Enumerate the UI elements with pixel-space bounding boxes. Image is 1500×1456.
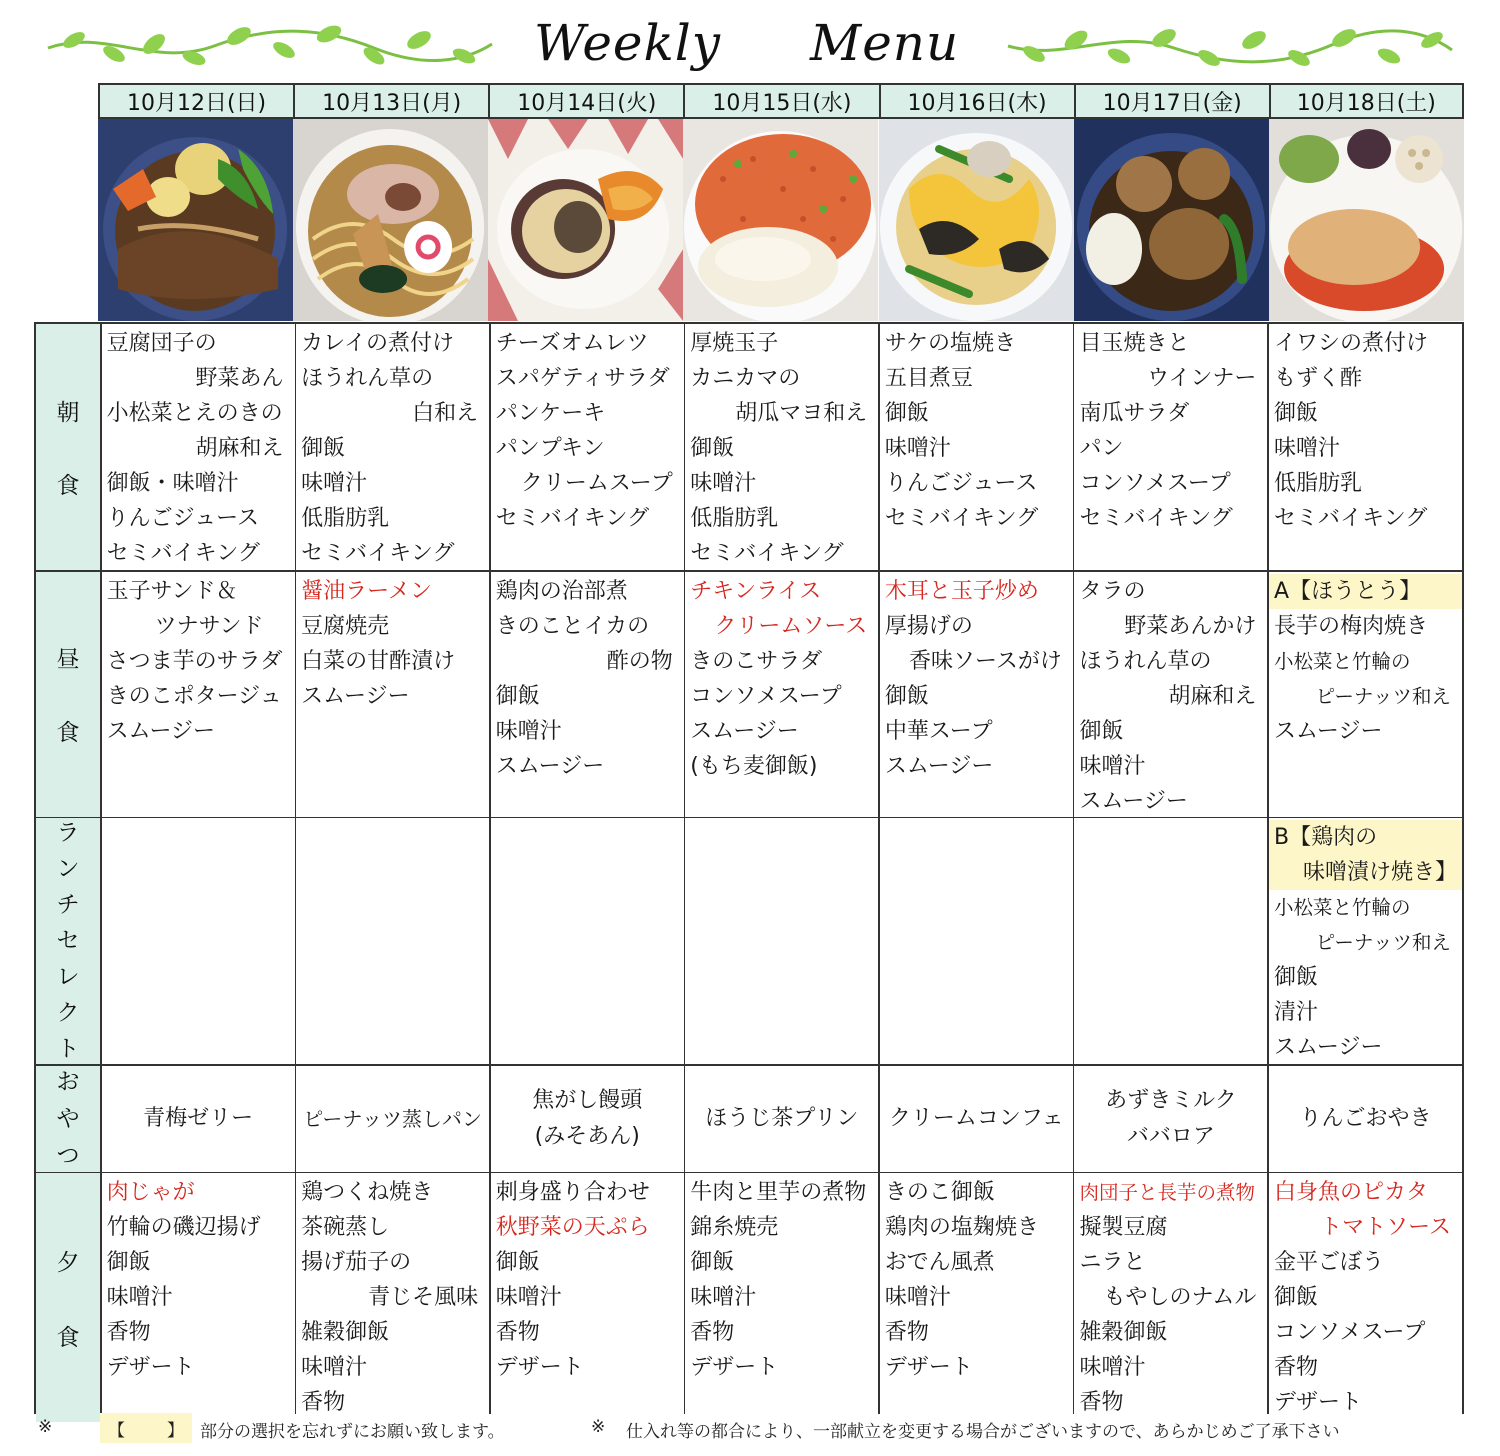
menu-cell-lunch_select	[685, 818, 878, 1064]
menu-item: きのこ御飯	[884, 1180, 995, 1206]
row-label-char: ク	[56, 1000, 80, 1027]
menu-cell-lunch	[102, 572, 295, 817]
row-label-char: つ	[56, 1142, 80, 1169]
menu-item: 御飯	[884, 401, 929, 426]
change-note: 仕入れ等の都合により、一部献立を変更する場合がございますので、あらかじめご了承下さい	[626, 1422, 1340, 1442]
menu-item: 青じそ風味	[368, 1285, 479, 1311]
menu-item: チーズオムレツ	[495, 331, 649, 356]
menu-item: 香物	[690, 1320, 735, 1346]
menu-item: 御飯	[1274, 1285, 1319, 1311]
menu-grid	[34, 322, 1464, 1414]
menu-cell-lunch	[685, 572, 878, 817]
row-label-char: 昼	[56, 647, 80, 674]
menu-item: 味噌汁	[690, 1285, 757, 1311]
menu-item: 御飯・味噌汁	[106, 471, 239, 496]
menu-item: 味噌汁	[301, 1355, 368, 1381]
menu-item: もずく酢	[1274, 366, 1363, 391]
menu-item: ニラと	[1079, 1250, 1146, 1276]
menu-item: 胡瓜マヨ和え	[735, 401, 868, 426]
menu-item: 錦糸焼売	[690, 1215, 779, 1241]
menu-item: 中華スープ	[884, 718, 993, 744]
menu-cell-dinner	[296, 1173, 489, 1422]
menu-item: 長芋の梅肉焼き	[1274, 613, 1429, 639]
menu-item: りんごジュース	[884, 471, 1038, 496]
menu-item: 香物	[884, 1320, 929, 1346]
menu-cell-snack	[1269, 1066, 1462, 1172]
menu-item: 野菜あんかけ	[1124, 613, 1257, 639]
food-photo	[293, 119, 488, 321]
menu-item: 雑穀御飯	[1079, 1320, 1168, 1346]
bracket-open: 【	[108, 1420, 125, 1441]
row-label-char: 食	[56, 719, 80, 746]
menu-cell-dinner	[491, 1173, 684, 1422]
date-header: 10月18日(土)	[1269, 83, 1464, 119]
menu-item: 低脂肪乳	[1274, 471, 1363, 496]
menu-item: B【鶏肉の	[1269, 820, 1462, 855]
food-photo	[98, 119, 293, 321]
menu-item: A【ほうとう】	[1269, 574, 1462, 609]
menu-item: 鶏つくね焼き	[301, 1180, 434, 1206]
vine-left-icon	[44, 18, 496, 76]
menu-item: きのこサラダ	[690, 648, 823, 674]
menu-item: スムージー	[106, 718, 216, 744]
menu-item: セミバイキング	[690, 541, 844, 566]
menu-cell-dinner	[880, 1173, 1073, 1422]
menu-item: 味噌汁	[301, 471, 368, 496]
menu-item: 金平ごぼう	[1274, 1250, 1385, 1276]
menu-item: スムージー	[690, 718, 799, 744]
menu-item: スムージー	[1079, 788, 1188, 814]
food-photo-row	[98, 119, 1464, 321]
snack-item: ピーナッツ蒸しパン	[303, 1106, 483, 1131]
menu-cell-dinner	[685, 1173, 878, 1422]
menu-item: 胡麻和え	[1168, 683, 1257, 709]
menu-cell-lunch	[491, 572, 684, 817]
menu-item: デザート	[884, 1355, 973, 1381]
menu-cell-lunch	[880, 572, 1073, 817]
menu-item: 醤油ラーメン	[301, 578, 433, 604]
menu-item: 鶏肉の塩麹焼き	[884, 1215, 1039, 1241]
menu-item: チキンライス	[690, 578, 822, 604]
menu-item: 味噌汁	[495, 1285, 562, 1311]
menu-item: 御飯	[1079, 718, 1124, 744]
menu-cell-lunch	[1269, 572, 1462, 817]
food-photo	[879, 119, 1074, 321]
menu-item: 御飯	[1274, 401, 1319, 426]
menu-item: 肉団子と長芋の煮物	[1079, 1181, 1255, 1205]
menu-item: デザート	[495, 1355, 584, 1381]
menu-item: パンケーキ	[495, 401, 606, 426]
row-label-char: レ	[56, 964, 80, 991]
menu-item: 厚揚げの	[884, 613, 973, 639]
menu-cell-snack	[880, 1066, 1073, 1172]
menu-item: ピーナッツ和え	[1315, 684, 1451, 708]
menu-item: ピーナッツ和え	[1315, 931, 1451, 955]
row-label-char: ラ	[56, 820, 80, 847]
food-photo	[1269, 119, 1464, 321]
row-label-char: お	[56, 1068, 80, 1095]
menu-item: 小松菜と竹輪の	[1274, 896, 1411, 920]
menu-item: 御飯	[690, 1250, 735, 1276]
menu-item: スムージー	[1274, 718, 1383, 744]
menu-item: 味噌汁	[884, 436, 951, 461]
menu-item: パンプキン	[495, 436, 605, 461]
menu-item: デザート	[690, 1355, 779, 1381]
menu-item: デザート	[1274, 1390, 1363, 1416]
menu-item: 味噌漬け焼き】	[1269, 855, 1462, 890]
menu-item: もやしのナムル	[1103, 1285, 1257, 1311]
menu-item: (もち麦御飯)	[690, 753, 818, 779]
menu-item: 肉じゃが	[106, 1180, 195, 1206]
menu-cell-breakfast	[296, 324, 489, 570]
menu-item: スムージー	[884, 753, 994, 779]
menu-item: カレイの煮付け	[301, 331, 455, 356]
snack-item: 焦がし饅頭	[532, 1087, 643, 1113]
menu-item: 小松菜とえのきの	[106, 401, 283, 426]
snack-item: りんごおやき	[1299, 1105, 1432, 1131]
menu-item: 味噌汁	[106, 1285, 173, 1311]
row-label-lunch	[36, 572, 100, 817]
snack-item: クリームコンフェ	[888, 1105, 1064, 1131]
menu-item: 低脂肪乳	[690, 506, 779, 531]
menu-cell-snack	[1074, 1066, 1267, 1172]
menu-item: 木耳と玉子炒め	[884, 578, 1039, 604]
menu-cell-snack	[491, 1066, 684, 1172]
menu-item: スムージー	[495, 753, 605, 779]
menu-item: 竹輪の磯辺揚げ	[106, 1215, 261, 1241]
note-mark: ※	[591, 1417, 606, 1437]
menu-item: 御飯	[1274, 965, 1319, 991]
date-header-row	[98, 83, 1464, 119]
food-photo	[1074, 119, 1269, 321]
menu-cell-breakfast	[1269, 324, 1462, 570]
menu-item: 豆腐団子の	[106, 331, 217, 356]
row-label-char: セ	[56, 928, 80, 955]
menu-item: 目玉焼きと	[1079, 331, 1190, 356]
snack-item: ほうじ茶プリン	[705, 1105, 859, 1131]
menu-item: 香物	[301, 1390, 346, 1416]
menu-item: 茶碗蒸し	[301, 1215, 390, 1241]
menu-item: セミバイキング	[1274, 506, 1428, 531]
menu-item: 味噌汁	[690, 471, 757, 496]
menu-cell-dinner	[1074, 1173, 1267, 1422]
menu-item: ウインナー	[1147, 366, 1257, 391]
menu-item: クリームソース	[714, 613, 868, 639]
menu-cell-breakfast	[685, 324, 878, 570]
menu-cell-breakfast	[102, 324, 295, 570]
date-header: 10月14日(火)	[488, 83, 683, 119]
food-photo	[683, 119, 878, 321]
menu-item: デザート	[106, 1355, 195, 1381]
menu-item: セミバイキング	[1079, 506, 1233, 531]
row-label-lunch_select	[36, 818, 100, 1064]
menu-item: イワシの煮付け	[1274, 331, 1429, 356]
row-label-snack	[36, 1066, 100, 1172]
menu-cell-dinner	[102, 1173, 295, 1422]
row-label-dinner	[36, 1173, 100, 1422]
date-header: 10月12日(日)	[98, 83, 293, 119]
menu-item: スパゲティサラダ	[495, 366, 670, 391]
menu-cell-lunch	[296, 572, 489, 817]
menu-item: 味噌汁	[884, 1285, 951, 1311]
menu-item: 味噌汁	[1079, 753, 1146, 779]
snack-item: ババロア	[1126, 1123, 1215, 1149]
bracket-close: 】	[167, 1420, 184, 1441]
menu-cell-snack	[685, 1066, 878, 1172]
menu-item: 御飯	[301, 436, 346, 461]
menu-item: 野菜あん	[195, 366, 284, 391]
date-header: 10月17日(金)	[1074, 83, 1269, 119]
menu-item: 刺身盛り合わせ	[495, 1180, 650, 1206]
row-label-char: や	[56, 1105, 80, 1132]
selection-bracket-legend	[100, 1413, 192, 1443]
menu-item: 胡麻和え	[195, 436, 284, 461]
footer-notes	[34, 1413, 1464, 1443]
menu-item: 白菜の甘酢漬け	[301, 648, 456, 674]
title-weekly: Weekly	[534, 14, 722, 72]
menu-cell-lunch	[1074, 572, 1267, 817]
menu-item: パン	[1079, 436, 1124, 461]
snack-item: あずきミルク	[1105, 1087, 1237, 1113]
menu-item: りんごジュース	[106, 506, 260, 531]
menu-item: おでん風煮	[884, 1250, 995, 1276]
date-header: 10月15日(水)	[683, 83, 878, 119]
menu-cell-breakfast	[491, 324, 684, 570]
menu-cell-lunch_select	[296, 818, 489, 1064]
menu-item: 鶏肉の治部煮	[495, 578, 628, 604]
menu-item: タラの	[1079, 578, 1146, 604]
menu-item: 南瓜サラダ	[1079, 401, 1190, 426]
row-label-breakfast	[36, 324, 100, 570]
menu-item: 御飯	[884, 683, 929, 709]
row-label-char: チ	[56, 892, 80, 919]
menu-cell-lunch_select	[491, 818, 684, 1064]
menu-item: 玉子サンド＆	[106, 578, 238, 604]
menu-item: コンソメスープ	[1079, 471, 1231, 496]
menu-item: 白身魚のピカタ	[1274, 1180, 1429, 1206]
menu-cell-snack	[296, 1066, 489, 1172]
menu-item: 味噌汁	[1274, 436, 1341, 461]
menu-item: 御飯	[495, 1250, 540, 1276]
food-photo	[488, 119, 683, 321]
menu-item: 酢の物	[606, 648, 673, 674]
menu-item: きのこポタージュ	[106, 683, 282, 709]
menu-item: 御飯	[106, 1250, 151, 1276]
menu-item: ツナサンド	[154, 613, 264, 639]
menu-item: セミバイキング	[301, 541, 455, 566]
menu-item: 擬製豆腐	[1079, 1215, 1168, 1241]
note-mark: ※	[38, 1417, 53, 1437]
menu-item: コンソメスープ	[690, 683, 842, 709]
snack-item: 青梅ゼリー	[143, 1105, 254, 1131]
title-menu: Menu	[810, 14, 960, 72]
menu-item: 低脂肪乳	[301, 506, 390, 531]
menu-item: 豆腐焼売	[301, 613, 390, 639]
date-header: 10月16日(木)	[879, 83, 1074, 119]
menu-cell-breakfast	[880, 324, 1073, 570]
menu-item: クリームスープ	[520, 471, 673, 496]
menu-item: セミバイキング	[884, 506, 1039, 531]
menu-cell-lunch_select	[102, 818, 295, 1064]
menu-item: 白和え	[412, 401, 479, 426]
menu-item: コンソメスープ	[1274, 1320, 1426, 1346]
menu-item: トマトソース	[1320, 1215, 1451, 1241]
menu-cell-lunch_select	[1269, 818, 1462, 1064]
selection-note: 部分の選択を忘れずにお願い致します。	[200, 1422, 505, 1442]
menu-item: スムージー	[301, 683, 410, 709]
row-label-char: ト	[56, 1036, 80, 1063]
row-label-char: 夕	[56, 1250, 80, 1277]
menu-item: スムージー	[1274, 1035, 1383, 1061]
row-label-char: 食	[56, 1324, 80, 1351]
menu-item: 香物	[106, 1320, 151, 1346]
menu-item: カニカマの	[690, 366, 801, 391]
menu-item: ほうれん草の	[1079, 648, 1212, 674]
row-label-char: 食	[56, 473, 80, 499]
vine-right-icon	[1004, 18, 1456, 76]
menu-item: さつま芋のサラダ	[106, 648, 283, 674]
menu-item: 牛肉と里芋の煮物	[690, 1180, 867, 1206]
menu-item: 香物	[495, 1320, 540, 1346]
menu-item: 味噌汁	[495, 718, 562, 744]
menu-item: 雑穀御飯	[301, 1320, 390, 1346]
menu-cell-snack	[102, 1066, 295, 1172]
menu-item: 清汁	[1274, 1000, 1319, 1026]
menu-cell-lunch_select	[880, 818, 1073, 1064]
row-label-char: ン	[56, 856, 80, 883]
snack-item: (みそあん)	[534, 1123, 640, 1149]
menu-item: 揚げ茄子の	[301, 1250, 412, 1276]
menu-item: 五目煮豆	[884, 366, 973, 391]
menu-cell-breakfast	[1074, 324, 1267, 570]
menu-cell-lunch_select	[1074, 818, 1267, 1064]
menu-item: セミバイキング	[495, 506, 650, 531]
menu-item: きのことイカの	[495, 613, 650, 639]
menu-item: 香物	[1079, 1390, 1124, 1416]
menu-item: サケの塩焼き	[884, 331, 1016, 356]
menu-item: 秋野菜の天ぷら	[495, 1215, 650, 1241]
menu-item: 御飯	[690, 436, 735, 461]
menu-item: ほうれん草の	[301, 366, 434, 391]
menu-item: セミバイキング	[106, 541, 260, 566]
menu-item: 香物	[1274, 1355, 1319, 1381]
menu-item: 味噌汁	[1079, 1355, 1146, 1381]
menu-item: 香味ソースがけ	[908, 648, 1062, 674]
date-header: 10月13日(月)	[293, 83, 488, 119]
menu-item: 厚焼玉子	[690, 331, 779, 356]
menu-item: 小松菜と竹輪の	[1274, 649, 1411, 673]
menu-item: 御飯	[495, 683, 540, 709]
row-label-char: 朝	[56, 400, 80, 426]
menu-cell-dinner	[1269, 1173, 1462, 1422]
